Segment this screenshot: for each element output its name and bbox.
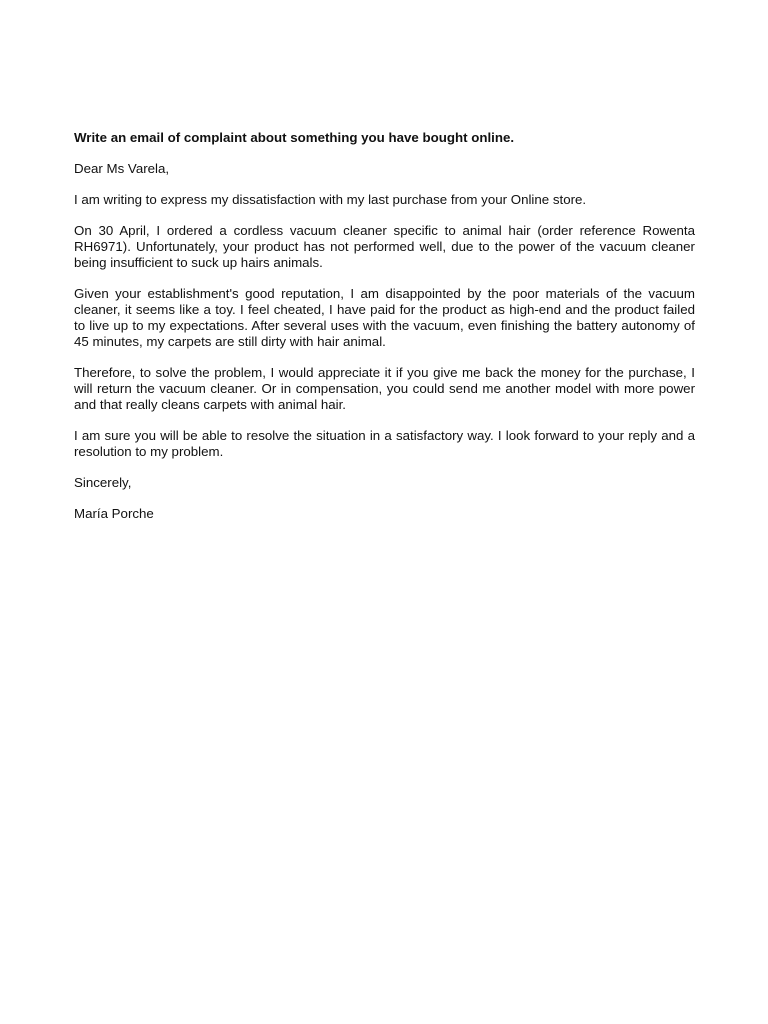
letter-body — [74, 130, 695, 537]
paragraph-conclusion: I am sure you will be able to resolve the situation in a satisfactory way. I look forward to your reply and a resolution to my problem. — [74, 428, 695, 459]
task-heading: Write an email of complaint about something you have bought online. — [74, 130, 515, 145]
paragraph-order-details: On 30 April, I ordered a cordless vacuum cleaner specific to animal hair (order reference Rowenta RH6971). Unfortunately, your product has not performed well, due to the power of the vacuum cleaner being insufficient to suck up hairs animals. — [74, 223, 695, 270]
paragraph-request: Therefore, to solve the problem, I would appreciate it if you give me back the money for the purchase, I will return the vacuum cleaner. Or in compensation, you could send me another model with more power and that really cleans carpets with animal hair. — [74, 365, 695, 412]
paragraph-purpose: I am writing to express my dissatisfaction with my last purchase from your Online store. — [74, 192, 587, 207]
salutation: Dear Ms Varela, — [74, 161, 170, 176]
closing: Sincerely, — [74, 475, 132, 490]
paragraph-disappointment: Given your establishment's good reputation, I am disappointed by the poor materials of the vacuum cleaner, it seems like a toy. I feel cheated, I have paid for the product as high-end and the product failed to live up to my expectations. After several uses with the vacuum, even finishing the battery autonomy of 45 minutes, my carpets are still dirty with hair animal. — [74, 286, 695, 349]
signature: María Porche — [74, 506, 154, 521]
